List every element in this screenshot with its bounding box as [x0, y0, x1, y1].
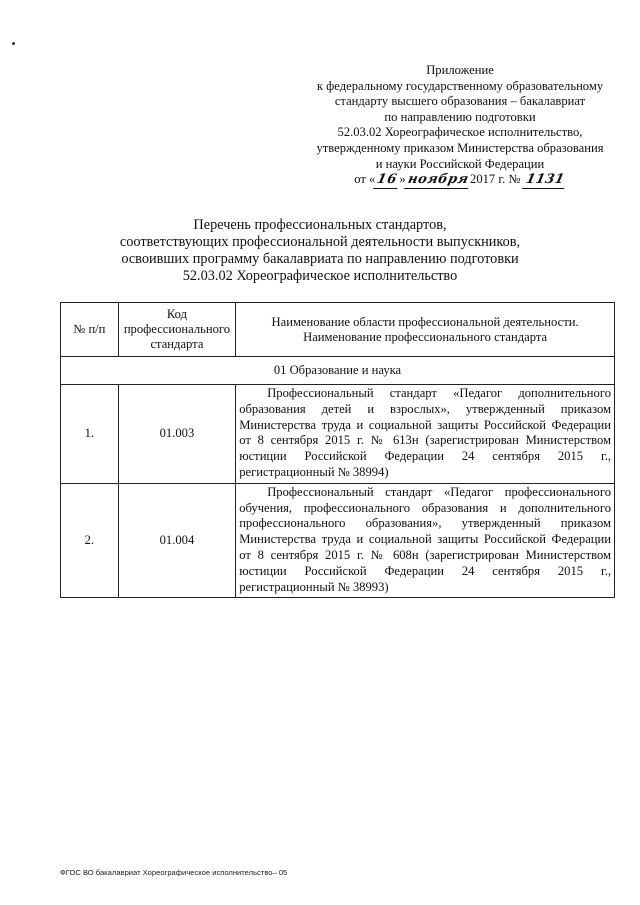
appendix-line: стандарту высшего образования – бакалавриат	[334, 94, 586, 109]
row-description	[236, 483, 615, 598]
row-description	[236, 385, 615, 484]
header-name: Наименование области профессиональной деятельности. Наименование профессионального стандарта	[236, 303, 615, 357]
page-footer: ФГОС ВО бакалавриат Хореографическое исполнительство– 05	[60, 868, 288, 877]
table-row	[61, 385, 615, 484]
row-code: 01.003	[118, 385, 235, 484]
row-description-text: Профессиональный стандарт «Педагог дополнительного образования детей и взрослых», утвержденный приказом Министерства труда и социальной защиты Российской Федерации от 8 сентября 2015 г. № 613н (зарегистрирован Министерством юстиции Российской Федерации 24 сентября 2015 г., регистрационный № 38994)	[239, 386, 611, 479]
appendix-line: утвержденному приказом Министерства образования	[316, 140, 604, 155]
appendix-line: 52.03.02 Хореографическое исполнительство,	[337, 125, 583, 140]
appendix-line: Приложение	[426, 63, 494, 77]
list-title-line: 52.03.02 Хореографическое исполнительство	[182, 268, 458, 284]
order-date-line	[300, 172, 620, 189]
appendix-line: по направлению подготовки	[384, 109, 536, 124]
list-title-line: Перечень профессиональных стандартов,	[193, 217, 447, 233]
list-title-line: соответствующих профессиональной деятельности выпускников,	[119, 234, 521, 250]
row-num: 2.	[61, 483, 119, 598]
appendix-block	[300, 63, 620, 189]
group-label: 01 Образование и наука	[61, 357, 615, 385]
table-row	[61, 483, 615, 598]
list-title-line: освоивших программу бакалавриата по направлению подготовки	[121, 251, 519, 267]
appendix-line: и науки Российской Федерации	[375, 156, 545, 171]
handwritten-month: ноября	[404, 172, 472, 189]
row-num: 1.	[61, 385, 119, 484]
date-year: 2017 г. №	[470, 172, 521, 187]
table-header-row	[61, 303, 615, 357]
handwritten-order-number: 1131	[522, 172, 568, 189]
handwritten-day: 16	[374, 172, 402, 189]
row-code: 01.004	[118, 483, 235, 598]
row-description-text: Профессиональный стандарт «Педагог профессионального обучения, профессионального образования и дополнительного профессионального образования», утвержденный приказом Министерства труда и социальной защиты Российской Федерации от 8 сентября 2015 г. № 608н (зарегистрирован Министерством юстиции Российской Федерации 24 сентября 2015 г., регистрационный № 38993)	[239, 484, 611, 594]
date-prefix: от «	[354, 172, 376, 187]
scan-speck	[12, 42, 15, 45]
header-num: № п/п	[61, 303, 119, 357]
appendix-line: к федеральному государственному образовательному	[316, 78, 604, 93]
standards-table	[60, 302, 615, 598]
list-title	[60, 217, 580, 285]
header-code: Код профессионального стандарта	[118, 303, 235, 357]
table-group-row	[61, 357, 615, 385]
date-mid: »	[399, 172, 406, 187]
